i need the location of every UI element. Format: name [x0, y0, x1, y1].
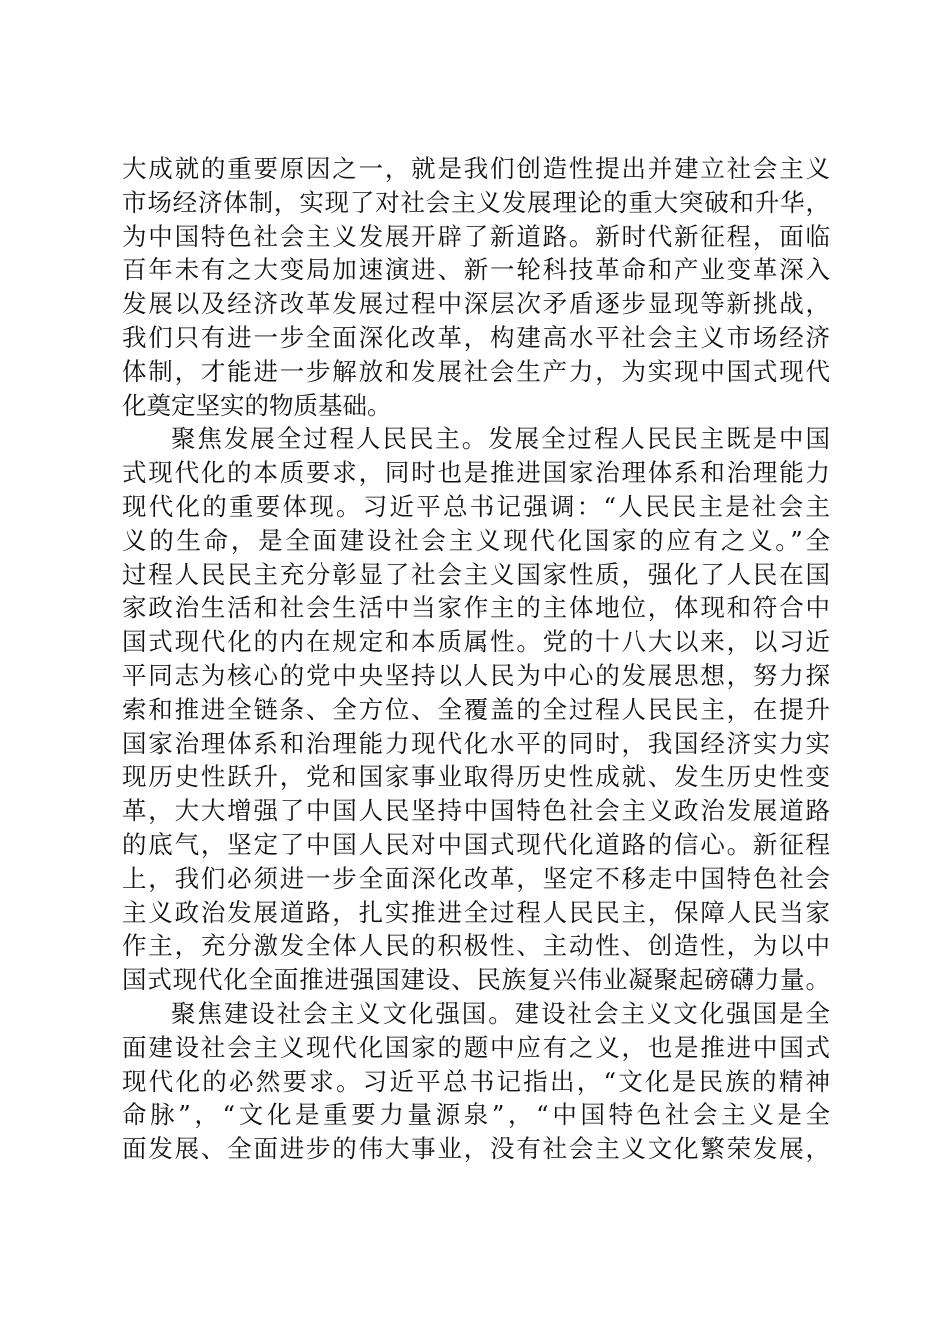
text-line: 体制，才能进一步解放和发展社会生产力，为实现中国式现代 [122, 356, 830, 386]
text-line: 国式现代化的内在规定和本质属性。党的十八大以来，以习近 [122, 627, 830, 657]
text-line: 现代化的必然要求。习近平总书记指出，“文化是民族的精神 [122, 1066, 830, 1096]
text-line: 过程人民民主充分彰显了社会主义国家性质，强化了人民在国 [122, 559, 830, 589]
text-line: 的底气，坚定了中国人民对中国式现代化道路的信心。新征程 [122, 829, 830, 859]
paragraph-end-line: 国式现代化全面推进强国建设、民族复兴伟业凝聚起磅礴力量。 [122, 965, 830, 995]
section-heading-line: 聚焦建设社会主义文化强国。建设社会主义文化强国是全 [171, 998, 830, 1028]
text-line: 义的生命，是全面建设社会主义现代化国家的应有之义。”全 [122, 525, 830, 555]
text-line: 命脉”，“文化是重要力量源泉”，“中国特色社会主义是全 [122, 1100, 830, 1130]
text-line: 作主，充分激发全体人民的积极性、主动性、创造性，为以中 [122, 931, 830, 961]
section-heading-line: 聚焦发展全过程人民民主。发展全过程人民民主既是中国 [171, 424, 830, 454]
text-line: 式现代化的本质要求，同时也是推进国家治理体系和治理能力 [122, 458, 830, 488]
text-line: 索和推进全链条、全方位、全覆盖的全过程人民民主，在提升 [122, 694, 830, 724]
text-line: 我们只有进一步全面深化改革，构建高水平社会主义市场经济 [122, 322, 830, 352]
text-line: 现代化的重要体现。习近平总书记强调：“人民民主是社会主 [122, 491, 830, 521]
text-line: 国家治理体系和治理能力现代化水平的同时，我国经济实力实 [122, 728, 830, 758]
text-line: 平同志为核心的党中央坚持以人民为中心的发展思想，努力探 [122, 660, 830, 690]
text-line: 百年未有之大变局加速演进、新一轮科技革命和产业变革深入 [122, 255, 830, 285]
text-line: 革，大大增强了中国人民坚持中国特色社会主义政治发展道路 [122, 796, 830, 826]
text-line: 面发展、全面进步的伟大事业，没有社会主义文化繁荣发展， [122, 1134, 830, 1164]
paragraph-end-line: 化奠定坚实的物质基础。 [122, 390, 392, 420]
text-line: 主义政治发展道路，扎实推进全过程人民民主，保障人民当家 [122, 897, 830, 927]
text-line: 现历史性跃升，党和国家事业取得历史性成就、发生历史性变 [122, 762, 830, 792]
text-line: 市场经济体制，实现了对社会主义发展理论的重大突破和升华， [122, 187, 830, 217]
text-line: 上，我们必须进一步全面深化改革，坚定不移走中国特色社会 [122, 863, 830, 893]
text-line: 面建设社会主义现代化国家的题中应有之义，也是推进中国式 [122, 1032, 830, 1062]
text-line: 发展以及经济改革发展过程中深层次矛盾逐步显现等新挑战， [122, 289, 830, 319]
document-body [122, 152, 830, 1166]
text-line: 家政治生活和社会生活中当家作主的主体地位，体现和符合中 [122, 593, 830, 623]
text-line: 为中国特色社会主义发展开辟了新道路。新时代新征程，面临 [122, 221, 830, 251]
text-line: 大成就的重要原因之一，就是我们创造性提出并建立社会主义 [122, 154, 830, 183]
